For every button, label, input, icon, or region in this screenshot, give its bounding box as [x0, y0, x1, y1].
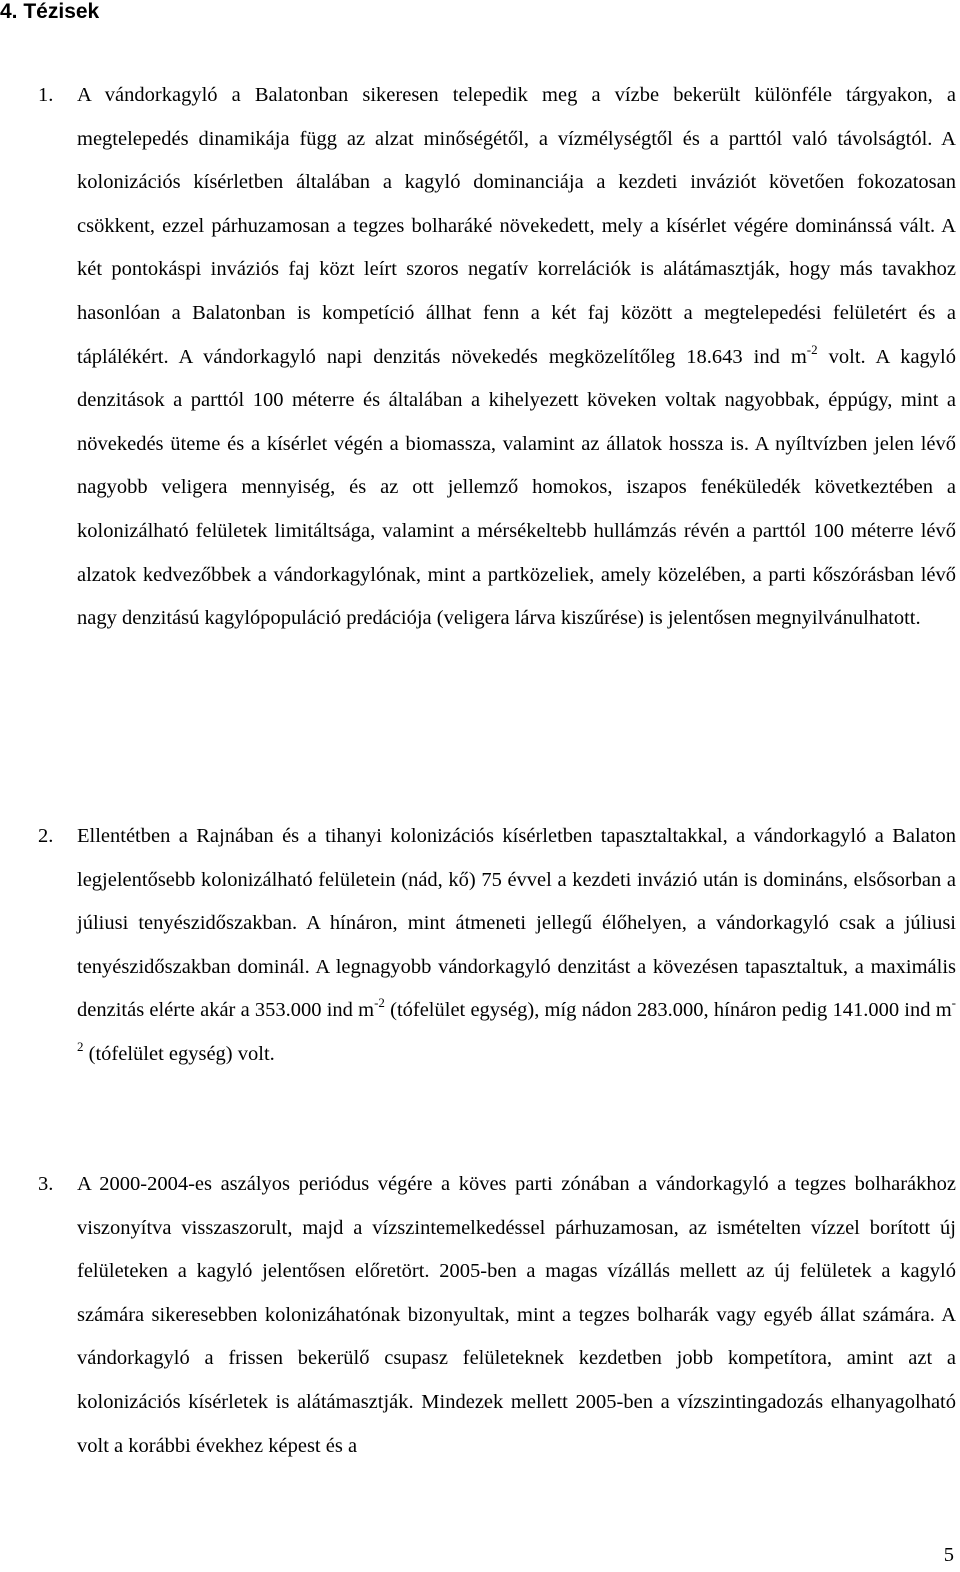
- thesis-item-1: [0, 74, 956, 641]
- thesis-text: [77, 1163, 956, 1468]
- thesis-number: 3.: [38, 1173, 54, 1195]
- thesis-number: 1.: [38, 84, 54, 106]
- thesis-text: [77, 815, 956, 1077]
- superscript: -2: [806, 341, 818, 357]
- thesis-text-part: volt. A kagyló denzitások a parttól 100 méterre és általában a kihelyezett köveken voltak nagyobbak, éppúgy, mint a növekedés üteme és a kísérlet végén a biomassza, valamint az állatok hossza is. A nyíltvízben jelen lévő nagyobb veligera mennyiség, és az ott jellemző homokos, iszapos fenéküledék következtében a kolonizálható felületek limitáltsága, valamint a mérsékeltebb hullámzás révén a parttól 100 méterre lévő alzatok kedvezőbbek a vándorkagylónak, mint a partközeliek, amely közelében, a parti kőszórásban lévő nagy denzitású kagylópopuláció predációja (veligera lárva kiszűrése) is jelentősen megnyilvánulhatott.: [77, 345, 957, 630]
- superscript: -2: [77, 995, 956, 1054]
- thesis-item-2: [0, 815, 956, 1077]
- thesis-item-3: [0, 1163, 956, 1468]
- superscript: -2: [374, 995, 385, 1011]
- page-number: 5: [943, 1544, 954, 1566]
- thesis-number: 2.: [38, 825, 54, 847]
- thesis-text-part: (tófelület egység) volt.: [83, 1042, 275, 1065]
- thesis-text-part: A vándorkagyló a Balatonban sikeresen telepedik meg a vízbe bekerült különféle tárgyakon, a megtelepedés dinamikája függ az alzat minőségétől, a vízmélységtől és a parttól való távolságtól. A kolonizációs kísérletben általában a kagyló dominanciája a kezdeti inváziót követően fokozatosan csökkent, ezzel párhuzamosan a tegzes bolharáké növekedett, mely a kísérlet végére dominánssá vált. A két pontokáspi inváziós faj közt leírt szoros negatív korrelációk is alátámasztják, hogy más tavakhoz hasonlóan a Balatonban is kompetíció állhat fenn a két faj között a megtelepedési felületért és a táplálékért. A vándorkagyló napi denzitás növekedés megközelítőleg 18.643 ind m: [77, 84, 956, 368]
- thesis-text-part: A 2000-2004-es aszályos periódus végére a köves parti zónában a vándorkagyló a tegzes bolharákhoz viszonyítva visszaszorult, majd a vízszintemelkedéssel párhuzamosan, az ismételten vízzel borított új felületeken a kagyló jelentősen előretört. 2005-ben a magas vízállás mellett az új felületek a kagyló számára sikeresebben kolonizáhatónak bizonyultak, mint a tegzes bolharák vagy egyéb állat számára. A vándorkagyló a frissen bekerülő csupasz felületeknek kezdetben jobb kompetítora, amint azt a kolonizációs kísérletek is alátámasztják. Mindezek mellett 2005-ben a vízszintingadozás elhanyagolható volt a korábbi évekhez képest és a: [77, 1173, 956, 1457]
- thesis-text: [77, 74, 956, 641]
- thesis-text-part: Ellentétben a Rajnában és a tihanyi kolonizációs kísérletben tapasztaltakkal, a vándorkagyló a Balaton legjelentősebb kolonizálható felületein (nád, kő) 75 évvel a kezdeti invázió után is domináns, elsősorban a júliusi tenyészidőszakban. A hínáron, mint átmeneti jellegű élőhelyen, a vándorkagyló csak a júliusi tenyészidőszakban dominál. A legnagyobb vándorkagyló denzitást a kövezésen tapasztaltuk, a maximális denzitás elérte akár a 353.000 ind m: [77, 825, 956, 1022]
- section-heading: 4. Tézisek: [0, 0, 100, 23]
- thesis-text-part: (tófelület egység), míg nádon 283.000, hínáron pedig 141.000 ind m: [384, 999, 952, 1022]
